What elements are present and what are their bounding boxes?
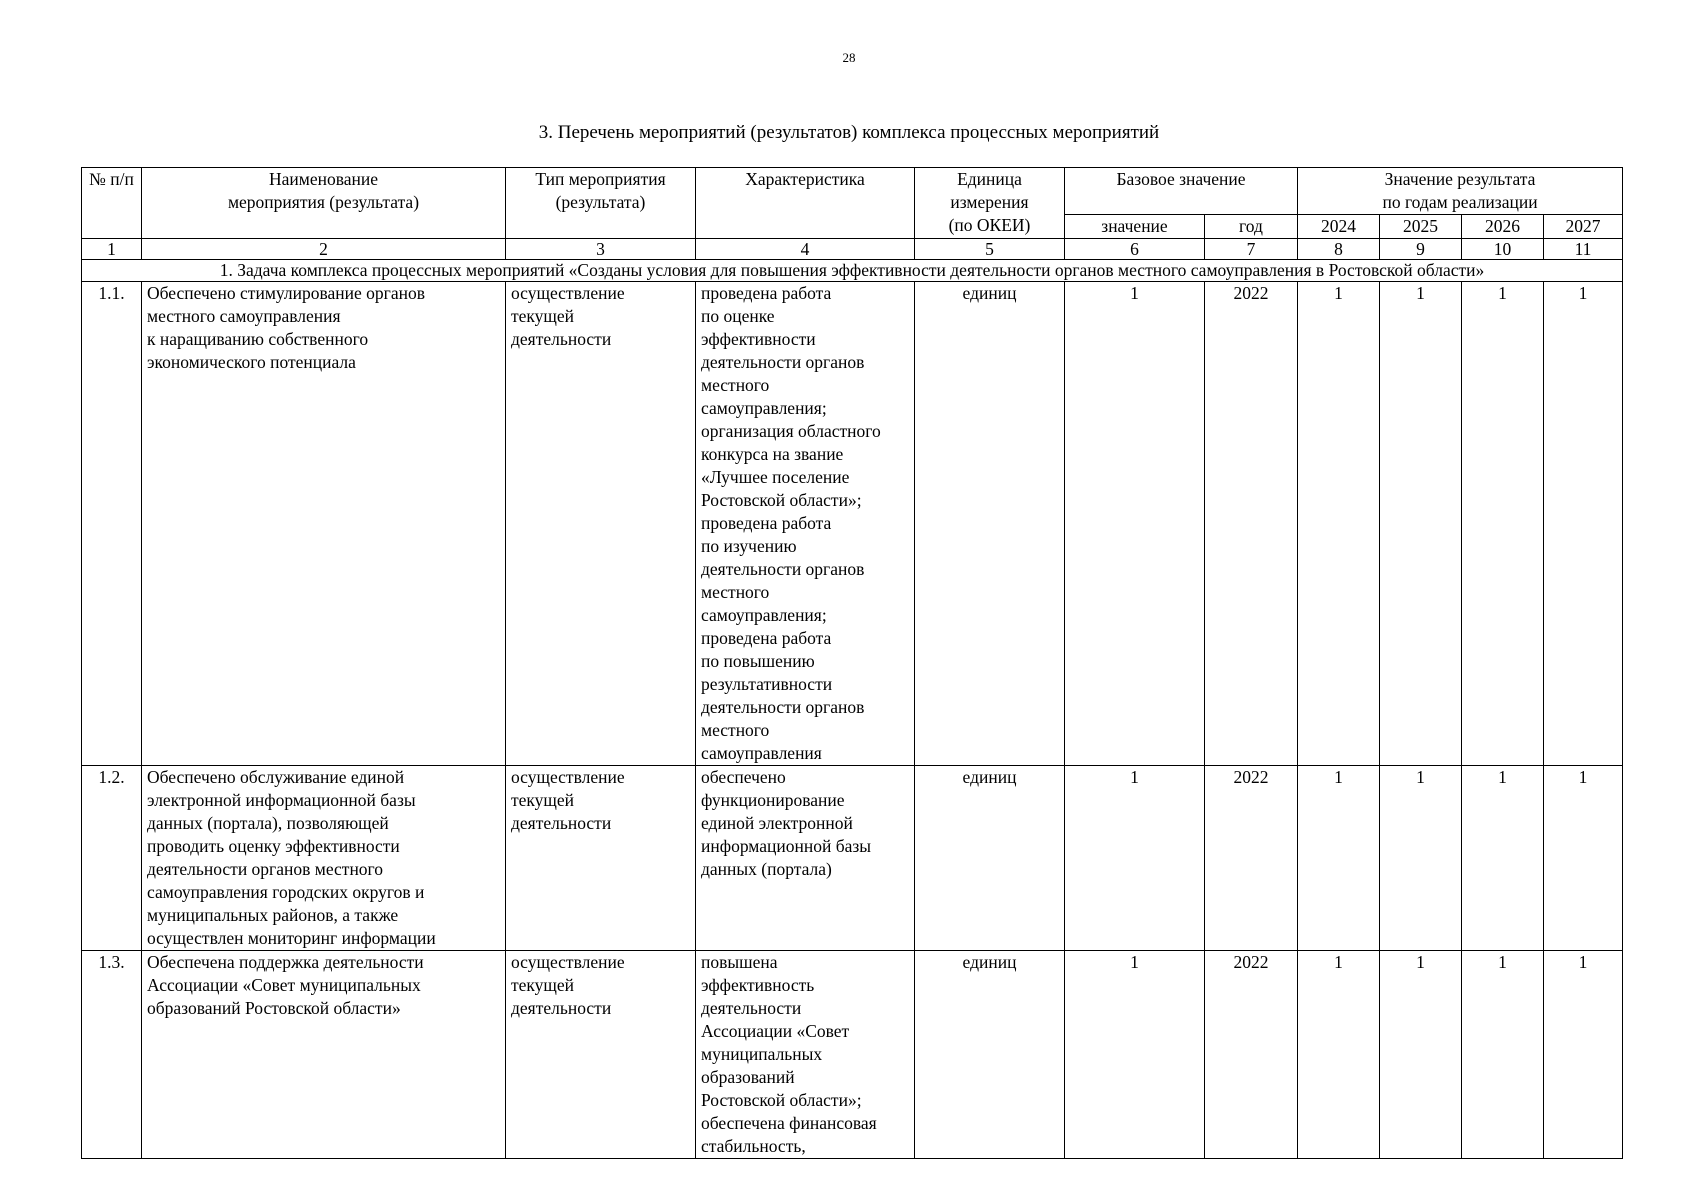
column-number: 2 <box>142 239 506 260</box>
header-type: Тип мероприятия (результата) <box>506 168 696 239</box>
row-value-2026: 1 <box>1462 282 1544 766</box>
row-value-2025: 1 <box>1380 282 1462 766</box>
column-number: 3 <box>506 239 696 260</box>
row-value-2025: 1 <box>1380 766 1462 951</box>
header-base-value: значение <box>1065 215 1205 239</box>
document-title: 3. Перечень мероприятий (результатов) комплекса процессных мероприятий <box>538 122 1160 143</box>
table-row <box>82 766 1623 951</box>
header-year-2024: 2024 <box>1298 215 1380 239</box>
header-name: Наименование мероприятия (результата) <box>142 168 506 239</box>
header-base-year: год <box>1205 215 1298 239</box>
table-row <box>82 951 1623 1159</box>
header-characteristic: Характеристика <box>696 168 915 239</box>
column-number: 8 <box>1298 239 1380 260</box>
task-row <box>82 260 1623 282</box>
column-number: 7 <box>1205 239 1298 260</box>
row-characteristic: обеспечено функционирование единой электронной информационной базы данных (портала) <box>696 766 915 951</box>
header-year-2027: 2027 <box>1544 215 1623 239</box>
task-title: 1. Задача комплекса процессных мероприятий «Созданы условия для повышения эффективности деятельности органов местного самоуправления в Ростовской области» <box>82 260 1623 282</box>
row-base-value: 1 <box>1065 951 1205 1159</box>
row-value-2024: 1 <box>1298 766 1380 951</box>
header-unit: Единица измерения (по ОКЕИ) <box>915 168 1065 239</box>
row-type: осуществление текущей деятельности <box>506 951 696 1159</box>
row-value-2024: 1 <box>1298 951 1380 1159</box>
header-result-group: Значение результата по годам реализации <box>1298 168 1623 215</box>
column-number: 11 <box>1544 239 1623 260</box>
row-value-2027: 1 <box>1544 766 1623 951</box>
page-number: 28 <box>842 50 856 65</box>
column-number: 1 <box>82 239 142 260</box>
column-number: 5 <box>915 239 1065 260</box>
row-base-year: 2022 <box>1205 282 1298 766</box>
column-numbers-row <box>82 239 1623 260</box>
row-characteristic: повышена эффективность деятельности Ассоциации «Совет муниципальных образований Ростовской области»; обеспечена финансовая стабильность, <box>696 951 915 1159</box>
row-number: 1.3. <box>82 951 142 1159</box>
row-base-year: 2022 <box>1205 951 1298 1159</box>
column-number: 4 <box>696 239 915 260</box>
row-number: 1.1. <box>82 282 142 766</box>
row-base-value: 1 <box>1065 282 1205 766</box>
header-number: № п/п <box>82 168 142 239</box>
row-base-value: 1 <box>1065 766 1205 951</box>
header-base-group: Базовое значение <box>1065 168 1298 215</box>
header-year-2025: 2025 <box>1380 215 1462 239</box>
row-unit: единиц <box>915 951 1065 1159</box>
row-unit: единиц <box>915 282 1065 766</box>
column-number: 9 <box>1380 239 1462 260</box>
column-number: 10 <box>1462 239 1544 260</box>
row-value-2026: 1 <box>1462 766 1544 951</box>
row-name: Обеспечено стимулирование органов местного самоуправления к наращиванию собственного экономического потенциала <box>142 282 506 766</box>
row-value-2027: 1 <box>1544 951 1623 1159</box>
column-number: 6 <box>1065 239 1205 260</box>
row-value-2024: 1 <box>1298 282 1380 766</box>
row-characteristic: проведена работа по оценке эффективности деятельности органов местного самоуправления; организация областного конкурса на звание «Лучшее поселение Ростовской области»; проведена работа по изучению деятельности органов местного самоуправления; проведена работа по повышению результативности деятельности органов местного самоуправления <box>696 282 915 766</box>
row-base-year: 2022 <box>1205 766 1298 951</box>
row-type: осуществление текущей деятельности <box>506 282 696 766</box>
row-number: 1.2. <box>82 766 142 951</box>
row-value-2027: 1 <box>1544 282 1623 766</box>
header-year-2026: 2026 <box>1462 215 1544 239</box>
row-unit: единиц <box>915 766 1065 951</box>
row-name: Обеспечено обслуживание единой электронной информационной базы данных (портала), позволяющей проводить оценку эффективности деятельности органов местного самоуправления городских округов и муниципальных районов, а также осуществлен мониторинг информации <box>142 766 506 951</box>
row-value-2026: 1 <box>1462 951 1544 1159</box>
measures-table <box>81 167 1623 1159</box>
row-name: Обеспечена поддержка деятельности Ассоциации «Совет муниципальных образований Ростовской области» <box>142 951 506 1159</box>
row-value-2025: 1 <box>1380 951 1462 1159</box>
row-type: осуществление текущей деятельности <box>506 766 696 951</box>
table-row <box>82 282 1623 766</box>
